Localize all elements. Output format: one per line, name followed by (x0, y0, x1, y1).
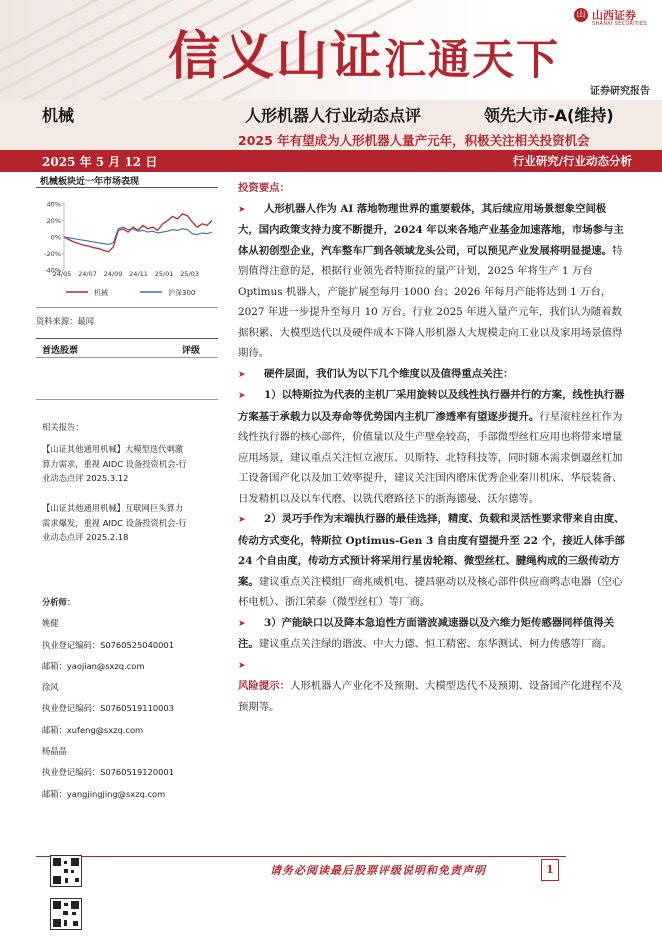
sub-title: 2025 年有望成为人形机器人量产元年，积极关注相关投资机会 (238, 133, 590, 148)
analyst-cert: 执业登记编码：S0760525040001 (42, 639, 174, 650)
x-tick-label: 25/03 (180, 270, 199, 278)
picks-rating-label: 评级 (182, 346, 201, 356)
analyst-cert: 执业登记编码：S0760519120001 (42, 767, 174, 778)
para-text: 行星滚柱丝杠作为线性执行器的核心部件，价值量以及生产壁垒较高，手部微型丝杠应用也将带来增量应用场景，建议重点关注恒立液压、贝斯特、北特科技等，同时随本需求倒逼丝杠加工设备国产化以及加工效率提升，建议关注国内磨床优秀企业秦川机床、华辰装备、日发精机以及以车代磨、以铣代磨路径下的浙海德曼、沃尔德等。 (238, 410, 623, 505)
risk-paragraph (238, 676, 626, 717)
analyst-email[interactable]: 邮箱：yangjingjing@sxzq.com (42, 788, 166, 799)
risk-text: 人形机器人产业化不及预期、大模型迭代不及预期、设备国产化进程不及预期等。 (238, 680, 623, 713)
related-report-line: 算力需求，重视 AIDC 设备投资机会-行 (42, 458, 187, 469)
analyst-email[interactable]: 邮箱：yaojian@sxzq.com (42, 660, 145, 671)
page-number: 1 (541, 859, 559, 881)
para-text: 建议重点关注绿的谐波、中大力德、恒工精密、东华测试、柯力传感等厂商。 (258, 638, 613, 650)
related-reports-label: 相关报告： (42, 422, 84, 432)
risk-label: 风险提示： (238, 680, 290, 692)
divider (36, 338, 218, 339)
y-tick-label: -40% (44, 266, 61, 275)
logo-name: 山西证券 (592, 9, 636, 22)
analyst-email[interactable]: 邮箱：xufeng@sxzq.com (42, 724, 144, 735)
report-date: 2025 年 5 月 12 日 (42, 155, 158, 169)
y-tick-label: 20% (46, 217, 61, 225)
bullet-arrow-icon: ➤ (238, 660, 246, 671)
analyst-name: 徐风 (42, 682, 59, 693)
x-tick-label: 24/05 (52, 270, 72, 278)
section-title: 投资要点： (238, 182, 290, 194)
bullet-arrow-icon: ➤ (238, 618, 246, 629)
company-logo (574, 8, 656, 27)
y-tick-label: 0% (50, 233, 61, 242)
y-tick-label: -20% (44, 250, 61, 258)
logo-english-name: SHANXI SECURITIES (592, 21, 647, 27)
bullet-arrow-icon: ➤ (238, 204, 246, 215)
analyst-name: 杨晶晶 (42, 746, 67, 757)
qr-code-icon (50, 898, 82, 930)
bullet-paragraph (238, 199, 626, 364)
picks-label: 首选股票 (42, 346, 79, 356)
para-text: 特别值得注意的是，根据行业领先者特斯拉的量产计划，2025 年将生产 1 万台 Optimus 机器人，产能扩展至每月 1000 台；2026 年每月产能将达到 1 万台，2027 年进一步提升至每月 10 万台。行业 2025 年进入量产元年，我们认为随着数据积累、大模型迭代以及硬件成本下降人形机器人大规模走向工业以及家用场景值得期待。 (238, 244, 623, 359)
divider (36, 187, 218, 188)
x-tick-label: 25/01 (154, 270, 174, 278)
slogan (168, 14, 560, 89)
page-title: 人形机器人行业动态点评 (245, 106, 422, 125)
divider (36, 399, 218, 400)
report-body (238, 178, 626, 717)
x-tick-label: 24/11 (129, 270, 148, 278)
analyst-label: 分析师： (42, 597, 76, 607)
para-bold: 人形机器人作为 AI 落地物理世界的重要载体，其后续应用场景想象空间极大，国内政策支持力度不断提升，2024 年以来各地产业基金加速落地，市场参与主体从初创型企业，汽车整车厂到各领域龙头公司，可以预见产业发展将明显提速。 (238, 202, 624, 257)
bullet-paragraph (238, 385, 626, 509)
related-report-line: 【山证其他通用机械】大模型迭代刺激 (42, 444, 184, 454)
x-tick-label: 24/09 (103, 270, 123, 278)
chart-source: 资料来源：最闻 (36, 316, 95, 326)
bullet-paragraph (238, 364, 626, 386)
chart-title: 机械板块近一年市场表现 (40, 177, 140, 187)
industry-rating: 领先大市-A(维持) (484, 106, 614, 125)
related-report[interactable] (42, 501, 228, 545)
bullet-paragraph (238, 613, 626, 655)
report-type: 证券研究报告 (590, 86, 650, 97)
bullet-paragraph (238, 509, 626, 613)
related-report[interactable] (42, 442, 228, 486)
logo-mark-icon: 山 (574, 8, 588, 22)
analyst-cert: 执业登记编码：S0760519110003 (42, 703, 174, 714)
bullet-paragraph (238, 655, 626, 677)
analyst-name: 姚健 (42, 618, 59, 629)
analyst-block (42, 592, 228, 805)
related-report-line: 【山证其他通用机械】互联网巨头算力 (42, 503, 184, 513)
para-bold: 3）产能缺口以及降本急迫性方面谐波减速器以及六维力矩传感器同样值得关注。 (238, 616, 615, 650)
bullet-arrow-icon: ➤ (238, 515, 246, 525)
divider (36, 307, 218, 308)
bullet-arrow-icon: ➤ (238, 391, 246, 401)
related-report-line: 业动态点评 2025.2.18 (42, 532, 129, 543)
header-banner (0, 0, 662, 100)
related-report-line: 业动态点评 2025.3.12 (42, 473, 129, 484)
related-report-line: 需求爆发，重视 AIDC 设备投资机会-行 (42, 517, 187, 528)
para-bold: 2）灵巧手作为末端执行器的最佳选择，精度、负载和灵活性要求带来自由度、传动方式变化，特斯拉 Optimus-Gen 3 自由度有望提升至 22 个，接近人体手部 24 个自由度，传动方式预计将采用行星齿轮箱、微型丝杠、腱绳构成的三级传动方案。 (238, 513, 625, 588)
slogan-part1: 信义山证 (168, 26, 385, 87)
para-bold: 硬件层面，我们认为以下几个维度以及值得重点关注： (264, 367, 514, 380)
para-text: 建议重点关注模组厂商兆威机电、捷昌驱动以及核心部件供应商鸣志电器（空心杯电机）、浙江荣泰（微型丝杠）等厂商。 (238, 575, 623, 608)
x-tick-label: 24/07 (78, 270, 97, 278)
y-tick-label: 40% (46, 200, 61, 209)
bullet-arrow-icon: ➤ (238, 369, 246, 380)
legend-label: 机械 (94, 289, 108, 297)
report-category: 行业研究/行业动态分析 (512, 154, 632, 168)
divider (36, 357, 218, 358)
legend-label: 沪深300 (168, 289, 196, 297)
market-performance-chart (36, 194, 218, 306)
industry-label: 机械 (42, 106, 75, 125)
para-bold: 1）以特斯拉为代表的主机厂采用旋转以及线性执行器并行的方案，线性执行器方案基于承载力以及寿命等优势国内主机厂渗透率有望逐步提升。 (238, 389, 625, 423)
footer-divider (36, 856, 566, 857)
qr-code-icon (50, 855, 82, 887)
disclaimer: 请务必阅读最后股票评级说明和免责声明 (270, 864, 486, 877)
slogan-part2: 汇通天下 (384, 35, 561, 84)
